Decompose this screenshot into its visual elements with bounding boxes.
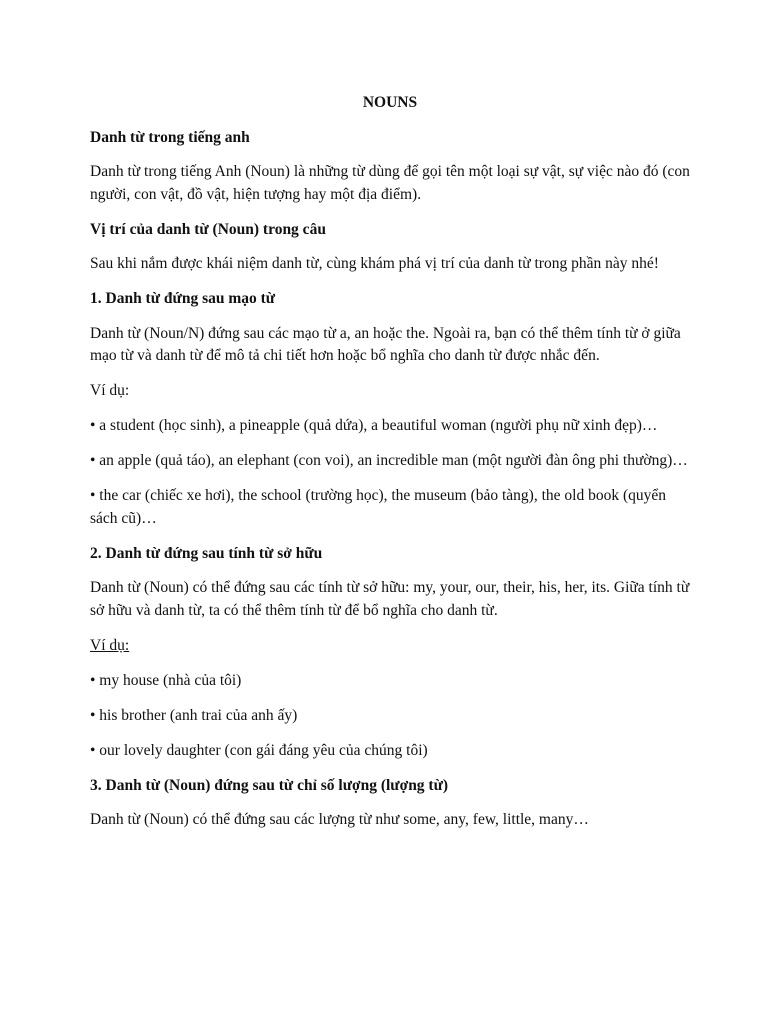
intro-heading: Danh từ trong tiếng anh [90, 128, 250, 146]
section-3-heading: 3. Danh từ (Noun) đứng sau từ chỉ số lượng (lượng từ) [90, 776, 449, 794]
section-2-example-label: Ví dụ: [90, 636, 130, 654]
position-heading: Vị trí của danh từ (Noun) trong câu [90, 220, 326, 238]
document-page [90, 92, 690, 844]
position-paragraph: Sau khi nắm được khái niệm danh từ, cùng khám phá vị trí của danh từ trong phần này nhé! [90, 255, 659, 272]
section-1-example-1: • a student (học sinh), a pineapple (quả dứa), a beautiful woman (người phụ nữ xinh đẹp)… [90, 417, 658, 434]
section-1-example-2: • an apple (quả táo), an elephant (con voi), an incredible man (một người đàn ông phi thường)… [90, 452, 688, 469]
section-1-example-label: Ví dụ: [90, 382, 130, 399]
document-title: NOUNS [362, 94, 418, 111]
section-2-paragraph: Danh từ (Noun) có thể đứng sau các tính từ sở hữu: my, your, our, their, his, her, its. Giữa tính từ sở hữu và danh từ, ta có thể thêm tính từ để bổ nghĩa cho danh từ. [90, 579, 690, 619]
section-1-heading: 1. Danh từ đứng sau mạo từ [90, 290, 276, 307]
section-2-example-1: • my house (nhà của tôi) [90, 671, 242, 689]
section-3-paragraph: Danh từ (Noun) có thể đứng sau các lượng từ như some, any, few, little, many… [90, 811, 589, 828]
section-2-example-3: • our lovely daughter (con gái đáng yêu của chúng tôi) [90, 741, 428, 759]
section-2-heading: 2. Danh từ đứng sau tính từ sở hữu [90, 544, 323, 562]
section-2-example-2: • his brother (anh trai của anh ấy) [90, 706, 298, 724]
section-1-example-3: • the car (chiếc xe hơi), the school (trường học), the museum (bảo tàng), the old book (quyển sách cũ)… [90, 487, 666, 527]
intro-paragraph: Danh từ trong tiếng Anh (Noun) là những từ dùng để gọi tên một loại sự vật, sự việc nào đó (con người, con vật, đồ vật, hiện tượng hay một địa điểm). [90, 163, 690, 203]
section-1-paragraph: Danh từ (Noun/N) đứng sau các mạo từ a, an hoặc the. Ngoài ra, bạn có thể thêm tính từ ở giữa mạo từ và danh từ để mô tả chi tiết hơn hoặc bổ nghĩa cho danh từ được nhắc đến. [90, 324, 681, 364]
